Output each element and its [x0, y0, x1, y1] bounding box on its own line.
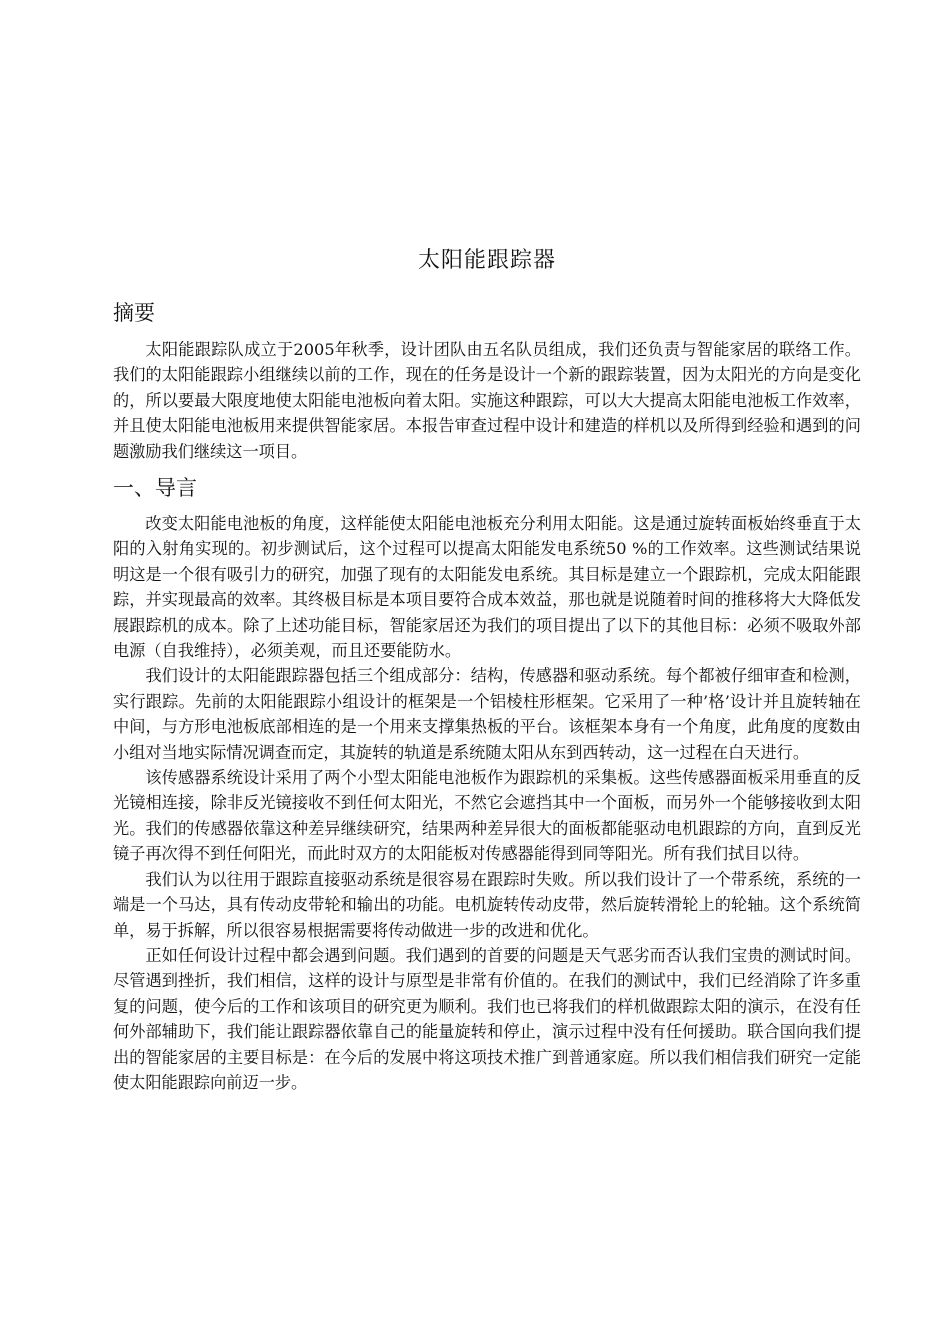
intro-paragraph-2: 我们设计的太阳能跟踪器包括三个组成部分：结构，传感器和驱动系统。每个都被仔细审查和检测，实行跟踪。先前的太阳能跟踪小组设计的框架是一个铝棱柱形框架。它采用了一种’格’设计并且旋转轴在中间，与方形电池板底部相连的是一个用来支撑集热板的平台。该框架本身有一个角度，此角度的度数由小组对当地实际情况调查而定，其旋转的轨道是系统随太阳从东到西转动，这一过程在白天进行。 [113, 666, 861, 762]
introduction-heading: 一、导言 [113, 476, 197, 500]
abstract-heading: 摘要 [113, 301, 155, 325]
intro-paragraph-5: 正如任何设计过程中都会遇到问题。我们遇到的首要的问题是天气恶劣而否认我们宝贵的测试时间。尽管遇到挫折，我们相信，这样的设计与原型是非常有价值的。在我们的测试中，我们已经消除了许多重复的问题，使今后的工作和该项目的研究更为顺利。我们也已将我们的样机做跟踪太阳的演示，在没有任何外部辅助下，我们能让跟踪器依靠自己的能量旋转和停止，演示过程中没有任何援助。联合国向我们提出的智能家居的主要目标是：在今后的发展中将这项技术推广到普通家庭。所以我们相信我们研究一定能使太阳能跟踪向前迈一步。 [113, 945, 861, 1092]
intro-paragraph-4: 我们认为以往用于跟踪直接驱动系统是很容易在跟踪时失败。所以我们设计了一个带系统，系统的一端是一个马达，具有传动皮带轮和输出的功能。电机旋转传动皮带，然后旋转滑轮上的轮轴。这个系统简单，易于拆解，所以很容易根据需要将传动做进一步的改进和优化。 [113, 869, 861, 940]
intro-paragraph-3: 该传感器系统设计采用了两个小型太阳能电池板作为跟踪机的采集板。这些传感器面板采用垂直的反光镜相连接，除非反光镜接收不到任何太阳光，不然它会遮挡其中一个面板，而另外一个能够接收到太阳光。我们的传感器依靠这种差异继续研究，结果两种差异很大的面板都能驱动电机跟踪的方向，直到反光镜子再次得不到任何阳光，而此时双方的太阳能板对传感器能得到同等阳光。所有我们拭目以待。 [113, 768, 861, 864]
intro-paragraph-1: 改变太阳能电池板的角度，这样能使太阳能电池板充分利用太阳能。这是通过旋转面板始终垂直于太阳的入射角实现的。初步测试后，这个过程可以提高太阳能发电系统50 %的工作效率。这些测试结果说明这是一个很有吸引力的研究，加强了现有的太阳能发电系统。其目标是建立一个跟踪机，完成太阳能跟踪，并实现最高的效率。其终极目标是本项目要符合成本效益，那也就是说随着时间的推移将大大降低发展跟踪机的成本。除了上述功能目标，智能家居还为我们的项目提出了以下的其他目标：必须不吸取外部电源（自我维持），必须美观，而且还要能防水。 [113, 514, 861, 661]
abstract-paragraph: 太阳能跟踪队成立于2005年秋季，设计团队由五名队员组成，我们还负责与智能家居的联络工作。我们的太阳能跟踪小组继续以前的工作，现在的任务是设计一个新的跟踪装置，因为太阳光的方向是变化的，所以要最大限度地使太阳能电池板向着太阳。实施这种跟踪，可以大大提高太阳能电池板工作效率，并且使太阳能电池板用来提供智能家居。本报告审查过程中设计和建造的样机以及所得到经验和遇到的问题激励我们继续这一项目。 [113, 340, 861, 461]
document-title: 太阳能跟踪器 [417, 248, 556, 273]
abstract-section [113, 337, 861, 464]
introduction-section [113, 511, 861, 1095]
